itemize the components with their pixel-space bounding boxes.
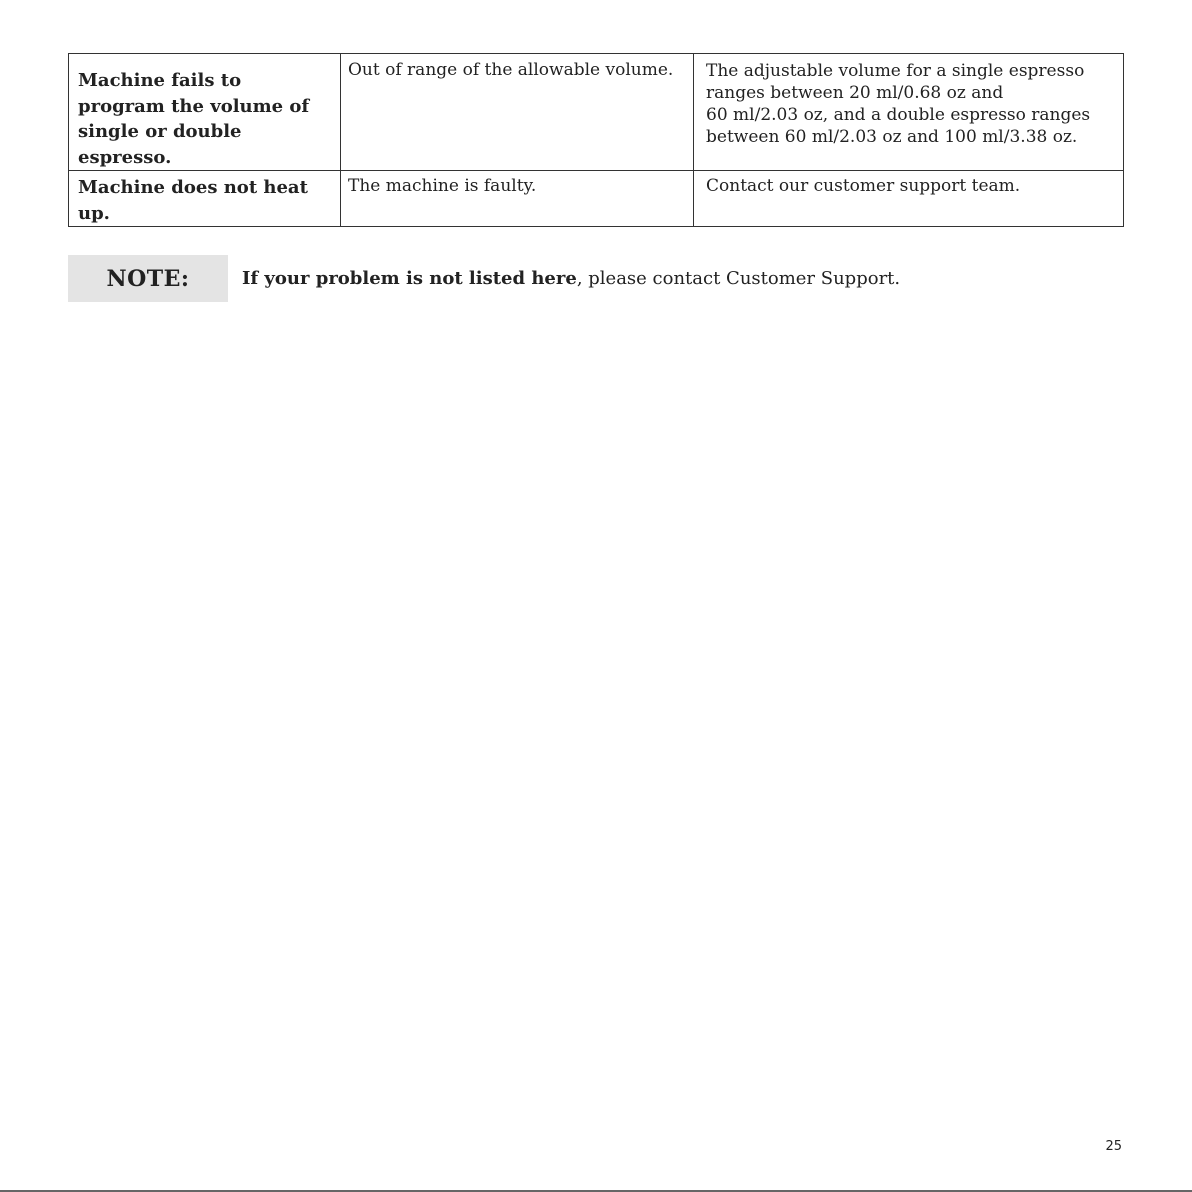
table-row bbox=[69, 171, 1124, 227]
solution-line: between 60 ml/2.03 oz and 100 ml/3.38 oz. bbox=[706, 127, 1078, 147]
cause-cell: Out of range of the allowable volume. bbox=[341, 54, 694, 171]
note-label: NOTE: bbox=[68, 255, 228, 302]
troubleshooting-table bbox=[68, 53, 1124, 227]
problem-cell: Machine fails to program the volume of single or double espresso. bbox=[69, 54, 341, 171]
note-emphasis: If your problem is not listed here bbox=[242, 268, 577, 289]
page-number: 25 bbox=[1105, 1139, 1122, 1154]
solution-line: Contact our customer support team. bbox=[706, 176, 1021, 196]
solution-cell bbox=[694, 54, 1124, 171]
note-text bbox=[242, 266, 900, 292]
solution-line: The adjustable volume for a single espresso bbox=[706, 61, 1085, 81]
solution-line: ranges between 20 ml/0.68 oz and bbox=[706, 83, 1004, 103]
problem-cell: Machine does not heat up. bbox=[69, 171, 341, 227]
solution-line: 60 ml/2.03 oz, and a double espresso ranges bbox=[706, 105, 1091, 125]
table-row bbox=[69, 54, 1124, 171]
solution-cell bbox=[694, 171, 1124, 227]
cause-cell: The machine is faulty. bbox=[341, 171, 694, 227]
note-rest: , please contact Customer Support. bbox=[576, 268, 901, 289]
